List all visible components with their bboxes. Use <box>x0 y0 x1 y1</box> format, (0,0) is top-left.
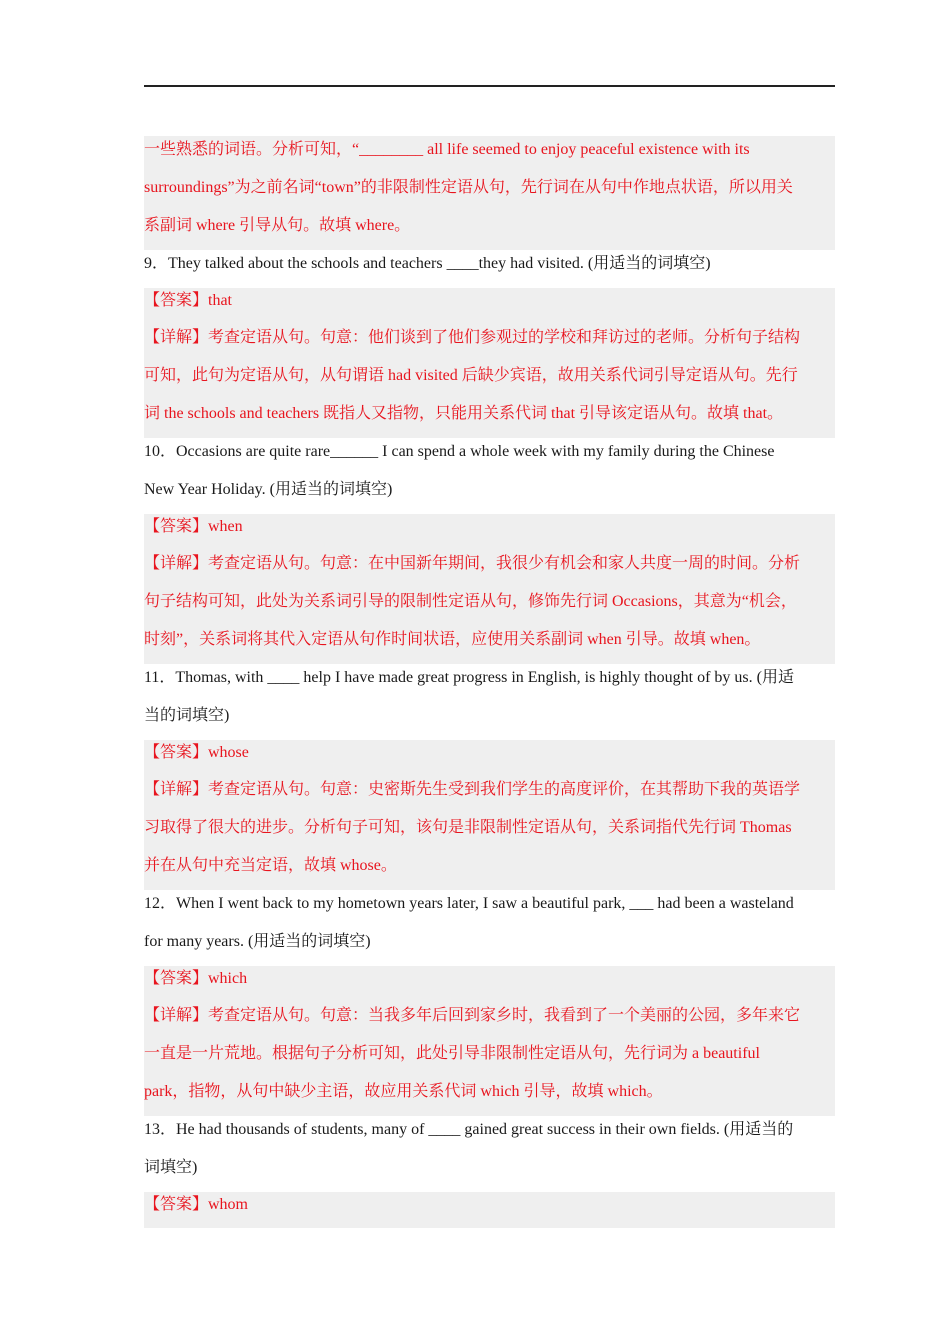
explanation-block <box>144 776 835 890</box>
header-rule <box>144 85 835 87</box>
question-line: for many years. (用适当的词填空) <box>144 933 371 950</box>
explanation-line: 可知，此句为定语从句，从句谓语 had visited 后缺少宾语，故用关系代词引导定语从句。先行 <box>144 367 798 384</box>
explanation-line: 【详解】考查定语从句。句意：当我多年后回到家乡时，我看到了一个美丽的公园，多年来它 <box>144 1007 801 1024</box>
question-block <box>144 1116 835 1192</box>
explanation-line: 一直是一片荒地。根据句子分析可知，此处引导非限制性定语从句，先行词为 a beautiful <box>144 1045 760 1062</box>
explanation-line: 【详解】考查定语从句。句意：史密斯先生受到我们学生的高度评价，在其帮助下我的英语学 <box>144 781 801 798</box>
answer-block <box>144 288 835 324</box>
explanation-line: 系副词 where 引导从句。故填 where。 <box>144 217 411 234</box>
question-block <box>144 664 835 740</box>
answer-line: 【答案】that <box>144 292 232 309</box>
explanation-line: 句子结构可知，此处为关系词引导的限制性定语从句，修饰先行词 Occasions，其意为“机会， <box>144 593 797 610</box>
explanation-line: park，指物，从句中缺少主语，故应用关系代词 which 引导，故填 which。 <box>144 1083 663 1100</box>
answer-line: 【答案】whose <box>144 744 249 761</box>
explanation-line: 【详解】考查定语从句。句意：他们谈到了他们参观过的学校和拜访过的老师。分析句子结构 <box>144 329 801 346</box>
question-line: 11．Thomas, with ____ help I have made great progress in English, is highly thought of by us. (用适 <box>144 669 794 686</box>
question-block <box>144 438 835 514</box>
explanation-block <box>144 136 835 250</box>
answer-block <box>144 1192 835 1228</box>
answer-block <box>144 966 835 1002</box>
question-block <box>144 890 835 966</box>
answer-block <box>144 740 835 776</box>
explanation-line: 时刻”，关系词将其代入定语从句作时间状语，应使用关系副词 when 引导。故填 when。 <box>144 631 761 648</box>
question-line: New Year Holiday. (用适当的词填空) <box>144 481 393 498</box>
question-line: 13．He had thousands of students, many of ____ gained great success in their own fields. (用适当的 <box>144 1121 794 1138</box>
explanation-line: 并在从句中充当定语，故填 whose。 <box>144 857 397 874</box>
answer-line: 【答案】whom <box>144 1196 249 1213</box>
question-line: 9．They talked about the schools and teachers ____they had visited. (用适当的词填空) <box>144 255 711 272</box>
explanation-line: 一些熟悉的词语。分析可知，“________ all life seemed to enjoy peaceful existence with its <box>144 141 750 158</box>
explanation-block <box>144 550 835 664</box>
question-line: 12．When I went back to my hometown years later, I saw a beautiful park, ___ had been a wasteland <box>144 895 794 912</box>
explanation-line: 词 the schools and teachers 既指人又指物，只能用关系代词 that 引导该定语从句。故填 that。 <box>144 405 784 422</box>
question-line: 当的词填空) <box>144 707 230 724</box>
explanation-block <box>144 324 835 438</box>
explanation-block <box>144 1002 835 1116</box>
question-line: 10．Occasions are quite rare______ I can spend a whole week with my family during the Chinese <box>144 443 775 460</box>
answer-line: 【答案】which <box>144 970 248 987</box>
question-block <box>144 250 835 288</box>
explanation-line: surroundings”为之前名词“town”的非限制性定语从句，先行词在从句中作地点状语，所以用关 <box>144 179 793 196</box>
answer-block <box>144 514 835 550</box>
explanation-line: 习取得了很大的进步。分析句子可知，该句是非限制性定语从句，关系词指代先行词 Thomas <box>144 819 792 836</box>
explanation-line: 【详解】考查定语从句。句意：在中国新年期间，我很少有机会和家人共度一周的时间。分析 <box>144 555 801 572</box>
document-body <box>144 136 835 1228</box>
question-line: 词填空) <box>144 1159 198 1176</box>
answer-line: 【答案】when <box>144 518 243 535</box>
